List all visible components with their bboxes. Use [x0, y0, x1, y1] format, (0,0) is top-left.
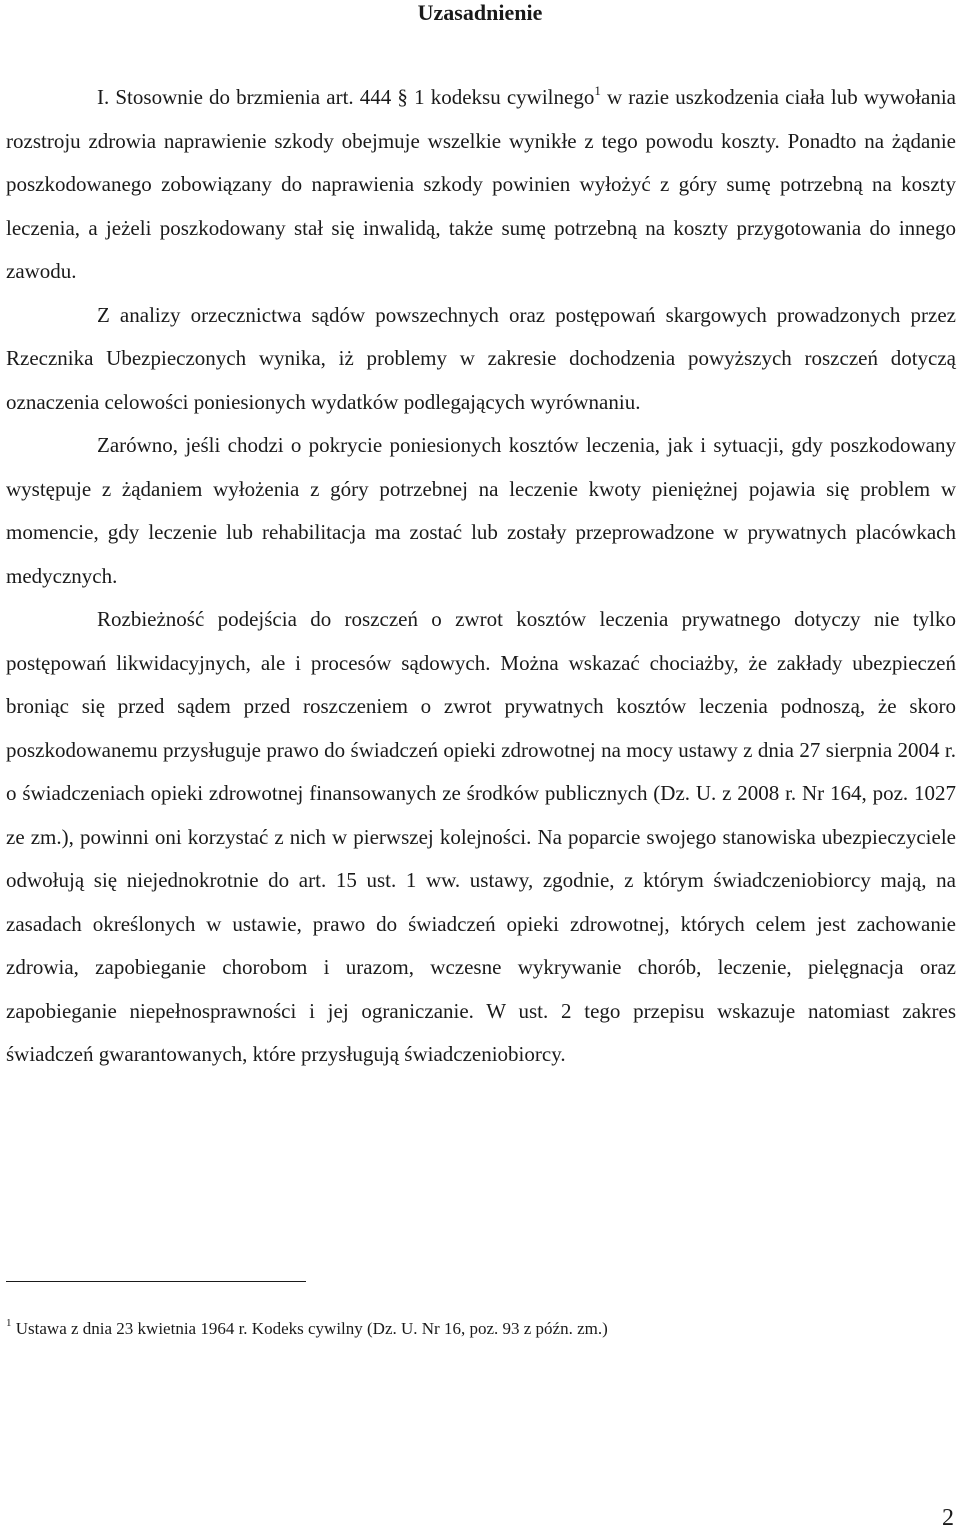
paragraph-1-text-end: w razie uszkodzenia ciała lub wywołania rozstroju zdrowia naprawienie szkody obejmuje wszelkie wynikłe z tego powodu koszty. Ponadto na żądanie poszkodowanego zobowiązany do naprawienia szkody powinien wyłożyć z góry sumę potrzebną na koszty leczenia, a jeżeli poszkodowany stał się inwalidą, także sumę potrzebną na koszty przygotowania do innego zawodu.	[6, 85, 957, 283]
paragraph-4: Rozbieżność podejścia do roszczeń o zwrot kosztów leczenia prywatnego dotyczy nie tylko postępowań likwidacyjnych, ale i procesów sądowych. Można wskazać chociażby, że zakłady ubezpieczeń broniąc się przed sądem przed roszczeniem o zwrot prywatnych kosztów leczenia podnoszą, że skoro poszkodowanemu przysługuje prawo do świadczeń opieki zdrowotnej na mocy ustawy z dnia 27 sierpnia 2004 r. o świadczeniach opieki zdrowotnej finansowanych ze środków publicznych (Dz. U. z 2008 r. Nr 164, poz. 1027 ze zm.), powinni oni korzystać z nich w pierwszej kolejności. Na poparcie swojego stanowiska ubezpieczyciele odwołują się niejednokrotnie do art. 15 ust. 1 ww. ustawy, zgodnie, z którym świadczeniobiorcy mają, na zasadach określonych w ustawie, prawo do świadczeń opieki zdrowotnej, których celem jest zachowanie zdrowia, zapobieganie chorobom i urazom, wczesne wykrywanie chorób, leczenie, pielęgnacja oraz zapobieganie niepełnosprawności i jej ograniczanie. W ust. 2 tego przepisu wskazuje natomiast zakres świadczeń gwarantowanych, które przysługują świadczeniobiorcy.	[6, 607, 956, 1066]
footnote-number: 1	[6, 1317, 12, 1329]
footnote-reference: 1	[594, 83, 601, 98]
paragraph-1-text-start: I. Stosownie do brzmienia art. 444 § 1 kodeksu cywilnego	[97, 85, 595, 109]
document-body	[6, 76, 956, 1077]
paragraph-1	[6, 76, 956, 294]
page-title: Uzasadnienie	[417, 0, 543, 25]
footnote-text: Ustawa z dnia 23 kwietnia 1964 r. Kodeks cywilny (Dz. U. Nr 16, poz. 93 z późn. zm.)	[11, 1319, 608, 1338]
footnote	[6, 1318, 608, 1340]
paragraph-2: Z analizy orzecznictwa sądów powszechnych oraz postępowań skargowych prowadzonych przez Rzecznika Ubezpieczonych wynika, iż problemy w zakresie dochodzenia powyższych roszczeń dotyczą oznaczenia celowości poniesionych wydatków podlegających wyrównaniu.	[6, 302, 956, 414]
paragraph-3: Zarówno, jeśli chodzi o pokrycie poniesionych kosztów leczenia, jak i sytuacji, gdy poszkodowany występuje z żądaniem wyłożenia z góry potrzebnej na leczenie kwoty pieniężnej pojawia się problem w momencie, gdy leczenie lub rehabilitacja ma zostać lub zostały przeprowadzone w prywatnych placówkach medycznych.	[6, 433, 956, 588]
page-number: 2	[942, 1505, 954, 1531]
footnote-separator	[6, 1281, 306, 1282]
